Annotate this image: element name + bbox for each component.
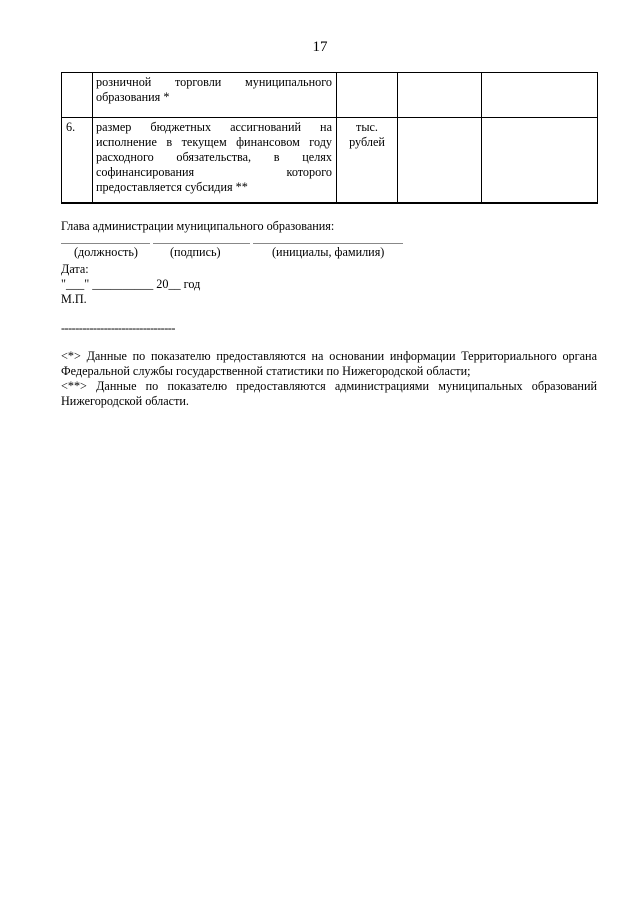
description-line: размер бюджетных ассигнований на — [96, 120, 332, 134]
indicators-table — [61, 72, 598, 204]
row-value-cell — [398, 118, 482, 204]
label-position: (должность) — [74, 245, 138, 259]
row-description-cell — [93, 118, 337, 204]
footnotes — [61, 349, 597, 409]
description-line: образования * — [96, 90, 170, 104]
row-value-cell — [482, 118, 598, 204]
description-line: исполнение в текущем финансовом году — [96, 135, 332, 149]
footnote: <*> Данные по показателю предоставляются на основании информации Территориального органа Федеральной службы государственной статистики по Нижегородской области; — [61, 349, 597, 378]
description-line: расходного обязательства, в целях — [96, 150, 332, 164]
label-signature: (подпись) — [170, 245, 221, 259]
description-line: софинансирования которого — [96, 165, 332, 179]
footnote-separator: -------------------------------- — [61, 321, 175, 335]
row-value-cell — [398, 73, 482, 118]
signature-blank-name — [253, 243, 403, 244]
stamp-place: М.П. — [61, 292, 87, 306]
table-row — [62, 73, 598, 118]
signature-heading: Глава администрации муниципального образования: — [61, 219, 335, 233]
row-value-cell — [482, 73, 598, 118]
page-number: 17 — [312, 39, 328, 55]
row-number-cell: 6. — [62, 118, 93, 204]
signature-blank-position — [61, 243, 150, 244]
unit-line: рублей — [349, 135, 385, 149]
row-unit-cell — [337, 118, 398, 204]
row-number-cell — [62, 73, 93, 118]
signature-blank-signature — [153, 243, 250, 244]
description-line: розничной торговли муниципального — [96, 75, 332, 89]
row-description-cell — [93, 73, 337, 118]
label-name: (инициалы, фамилия) — [272, 245, 385, 259]
table-row — [62, 118, 598, 204]
description-line: предоставляется субсидия ** — [96, 180, 248, 194]
row-unit-cell — [337, 73, 398, 118]
unit-line: тыс. — [356, 120, 378, 134]
footnote: <**> Данные по показателю предоставляются администрациями муниципальных образований Нижегородской области. — [61, 379, 597, 408]
date-label: Дата: — [61, 262, 89, 276]
date-template: "___" __________ 20__ год — [61, 277, 201, 291]
